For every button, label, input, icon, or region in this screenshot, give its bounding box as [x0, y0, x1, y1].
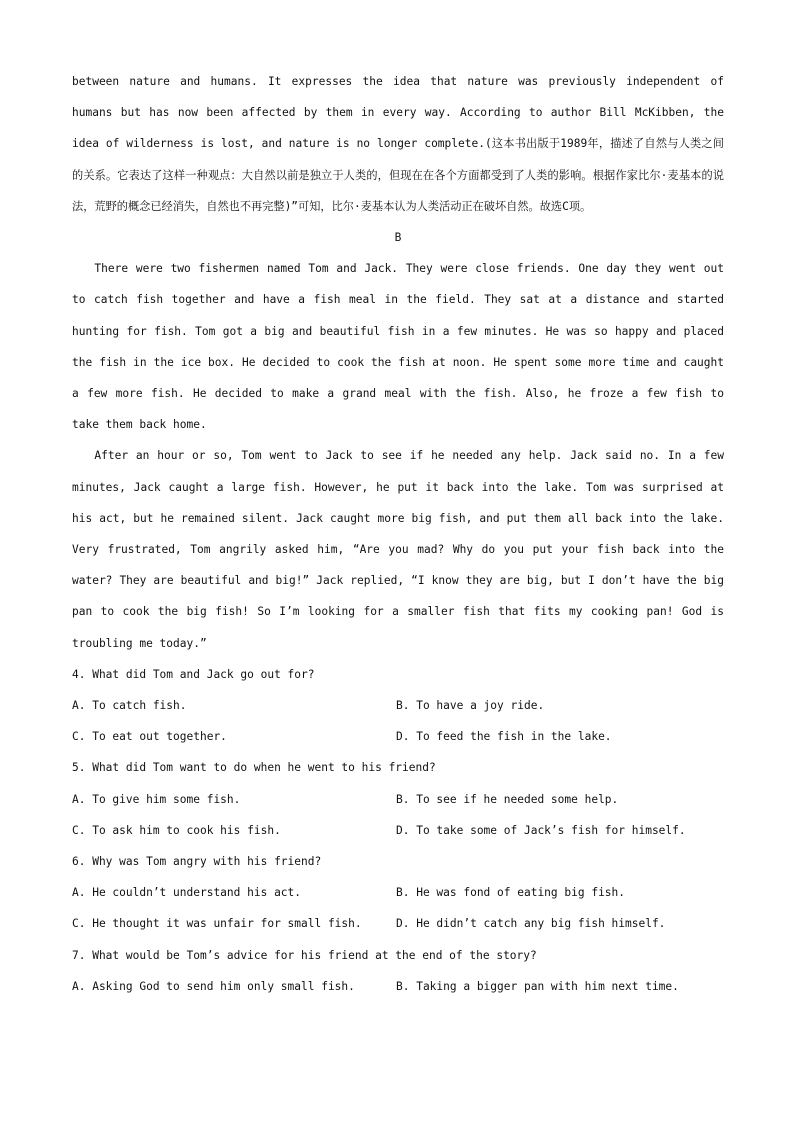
question-5-option-a: A. To give him some fish.	[72, 792, 241, 806]
section-label: B	[394, 231, 402, 245]
question-6-option-c: C. He thought it was unfair for small fish.	[72, 917, 362, 931]
question-5-stem: 5. What did Tom want to do when he went to his friend?	[72, 761, 436, 775]
question-6-option-d: D. He didn’t catch any big fish himself.	[396, 917, 666, 931]
question-5-options-row-2	[72, 815, 724, 846]
question-6-options-row-2	[72, 908, 724, 939]
question-5-option-c: C. To ask him to cook his fish.	[72, 823, 281, 837]
question-6-stem: 6. Why was Tom angry with his friend?	[72, 855, 322, 869]
passage-paragraph-2: After an hour or so, Tom went to Jack to see if he needed any help. Jack said no. In a few minutes, Jack caught a large fish. However, he put it back into the lake. Tom was surprised at his act, but he remained silent. Jack caught more big fish, and put them all back into the lake. Very frustrated, Tom angrily asked him, “Are you mad? Why do you put your fish back into the water? They are beautiful and big!” Jack replied, “I know they are big, but I don’t have the big pan to cook the big fish! So I’m looking for a smaller fish that fits my cooking pan! God is troubling me today.”	[72, 449, 724, 650]
question-4-option-c: C. To eat out together.	[72, 730, 227, 744]
question-6-option-b: B. He was fond of eating big fish.	[396, 886, 626, 900]
question-4-option-d: D. To feed the fish in the lake.	[396, 730, 612, 744]
question-7-option-a: A. Asking God to send him only small fish.	[72, 979, 355, 993]
question-6-option-a: A. He couldn’t understand his act.	[72, 886, 302, 900]
question-4-stem: 4. What did Tom and Jack go out for?	[72, 667, 315, 681]
question-5-options-row-1	[72, 784, 724, 815]
question-4-option-a: A. To catch fish.	[72, 699, 187, 713]
question-5-option-d: D. To take some of Jack’s fish for himself.	[396, 823, 686, 837]
question-7-options-row-1	[72, 971, 724, 1002]
question-4-option-b: B. To have a joy ride.	[396, 699, 545, 713]
intro-paragraph: between nature and humans. It expresses the idea that nature was previously independent of humans but has now been affected by them in every way. According to author Bill McKibben, the idea of wilderness is lost, and nature is no longer complete.(这本书出版于1989年，描述了自然与人类之间的关系。它表达了这样一种观点：大自然以前是独立于人类的，但现在在各个方面都受到了人类的影响。根据作家比尔·麦基本的说法，荒野的概念已经消失，自然也不再完整)”可知，比尔·麦基本认为人类活动正在破坏自然。故选C项。	[72, 75, 724, 213]
question-5-option-b: B. To see if he needed some help.	[396, 792, 619, 806]
question-7-option-b: B. Taking a bigger pan with him next time.	[396, 979, 679, 993]
passage-paragraph-1: There were two fishermen named Tom and Jack. They were close friends. One day they went out to catch fish together and have a fish meal in the field. They sat at a distance and started hunting for fish. Tom got a big and beautiful fish in a few minutes. He was so happy and placed the fish in the ice box. He decided to cook the fish at noon. He spent some more time and caught a few more fish. He decided to make a grand meal with the fish. Also, he froze a few fish to take them back home.	[72, 262, 724, 432]
question-7-stem: 7. What would be Tom’s advice for his friend at the end of the story?	[72, 948, 537, 962]
question-4-options-row-1	[72, 690, 724, 721]
question-6-options-row-1	[72, 877, 724, 908]
question-4-options-row-2	[72, 721, 724, 752]
document-page	[72, 66, 724, 1002]
